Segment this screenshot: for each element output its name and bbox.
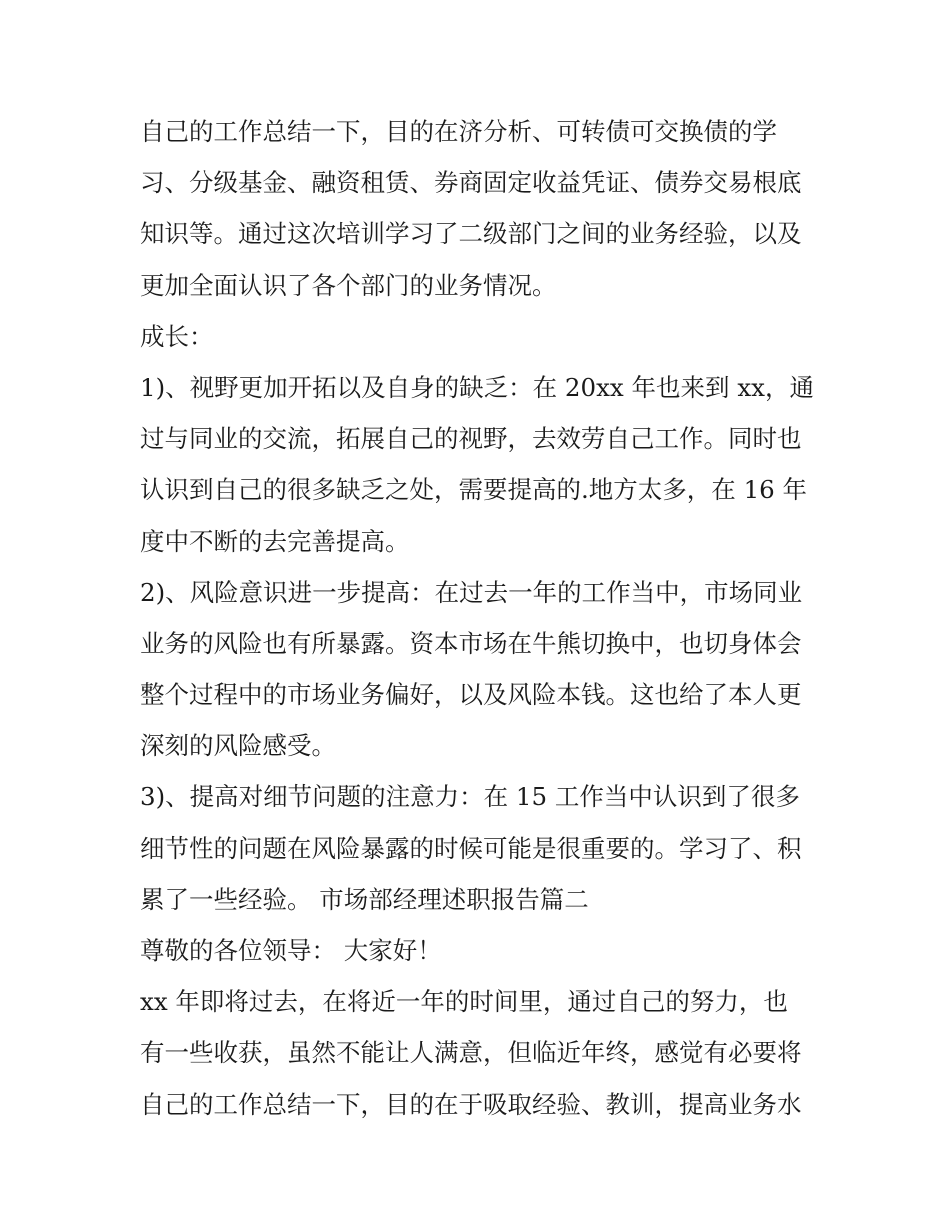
text-line: 习、分级基金、融资租赁、券商固定收益凭证、债券交易根底 [140, 168, 802, 198]
text-line: 度中不断的去完善提高。 [140, 526, 410, 556]
text-line: 深刻的风险感受。 [140, 731, 336, 761]
text-line: 过与同业的交流，拓展自己的视野，去效劳自己工作。同时也 [140, 424, 802, 454]
text-line: 整个过程中的市场业务偏好，以及风险本钱。这也给了本人更 [140, 680, 802, 710]
text-line: 1)、视野更加开拓以及自身的缺乏：在 20xx 年也来到 xx，通 [140, 372, 814, 402]
text-line: 有一些收获，虽然不能让人满意，但临近年终，感觉有必要将 [140, 1038, 802, 1068]
text-line: 认识到自己的很多缺乏之处，需要提高的.地方太多，在 16 年 [140, 475, 808, 505]
text-line: 累了一些经验。 市场部经理述职报告篇二 [140, 884, 589, 914]
text-line: 细节性的问题在风险暴露的时候可能是很重要的。学习了、积 [140, 833, 802, 863]
text-line: 业务的风险也有所暴露。资本市场在牛熊切换中，也切身体会 [140, 628, 802, 658]
text-line: 更加全面认识了各个部门的业务情况。 [140, 270, 557, 300]
text-line: 自己的工作总结一下，目的在于吸取经验、教训，提高业务水 [140, 1089, 802, 1119]
text-line: xx 年即将过去，在将近一年的时间里，通过自己的努力，也 [140, 987, 788, 1017]
text-line: 自己的工作总结一下，目的在济分析、可转债可交换债的学 [140, 117, 777, 146]
text-line: 3)、提高对细节问题的注意力：在 15 工作当中认识到了很多 [140, 782, 800, 812]
document-body [140, 106, 820, 1130]
text-line: 知识等。通过这次培训学习了二级部门之间的业务经验，以及 [140, 219, 802, 249]
section-heading: 成长： [140, 321, 214, 351]
greeting-line: 尊敬的各位领导： 大家好！ [140, 936, 442, 965]
text-line: 2)、风险意识进一步提高：在过去一年的工作当中，市场同业 [140, 577, 803, 607]
